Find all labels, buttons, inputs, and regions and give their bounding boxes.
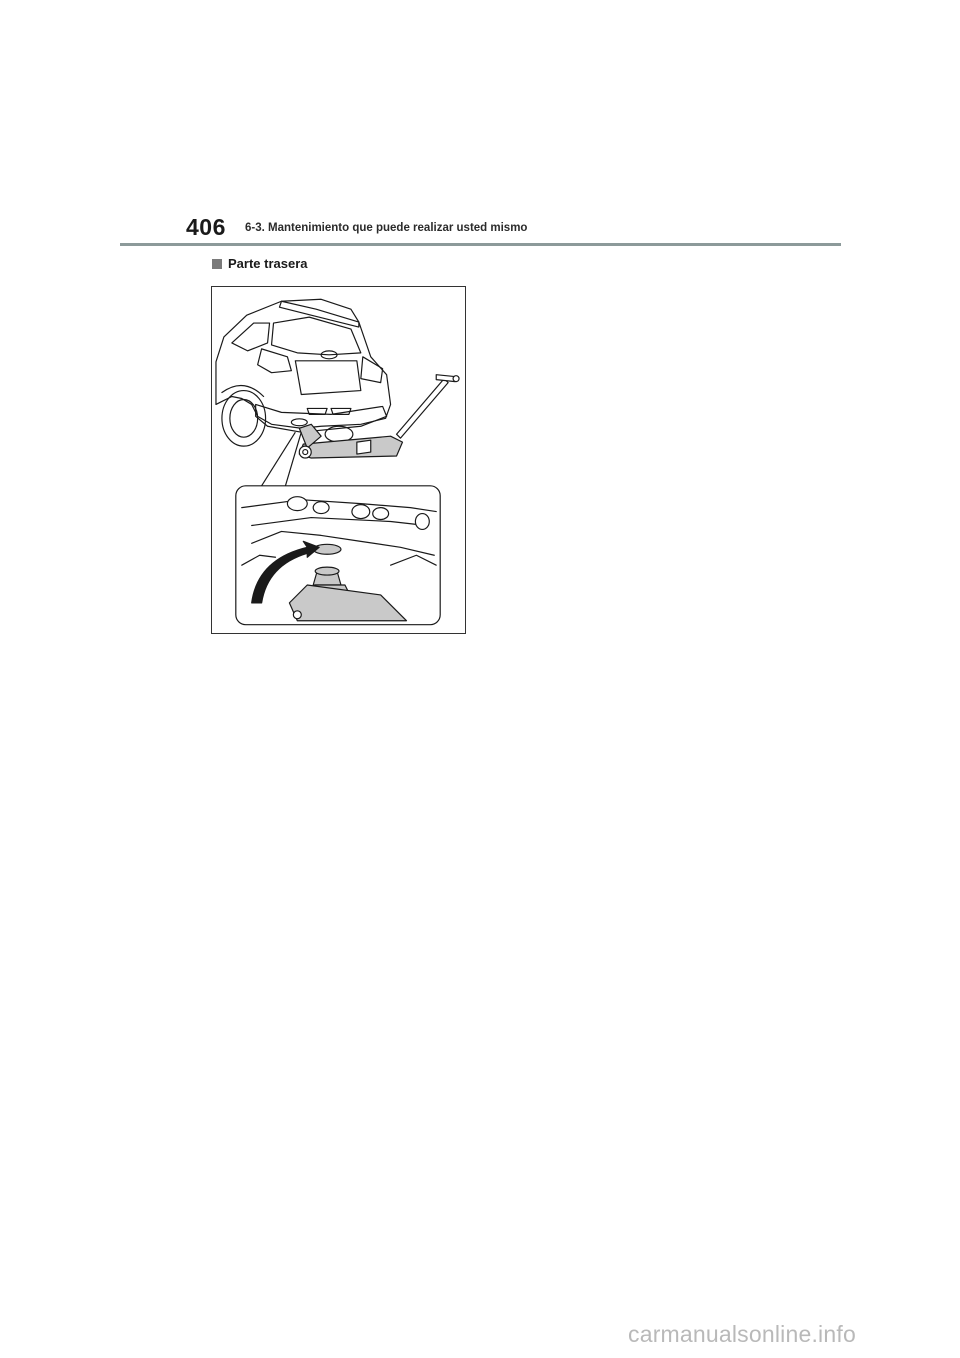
page-number: 406 bbox=[186, 214, 226, 240]
car-tail-light-right bbox=[361, 357, 383, 383]
car-rear-window bbox=[272, 317, 361, 355]
jack-handle bbox=[397, 379, 449, 439]
car-side-window bbox=[232, 323, 270, 351]
bullet-square-icon bbox=[212, 259, 222, 269]
callout-line-left bbox=[262, 432, 296, 486]
header-rule bbox=[120, 243, 841, 246]
car-tail-light-left bbox=[258, 349, 292, 373]
car-tailgate bbox=[295, 361, 360, 395]
subheading bbox=[212, 256, 308, 272]
callout-line-right bbox=[285, 432, 301, 486]
car-rear-wheel bbox=[222, 391, 266, 447]
car-spoiler bbox=[279, 301, 358, 327]
section-title: 6-3. Mantenimiento que puede realizar usted mismo bbox=[245, 222, 528, 234]
watermark: carmanualsonline.info bbox=[628, 1321, 856, 1347]
figure-frame bbox=[211, 286, 466, 634]
car-rear-jack-illustration bbox=[212, 287, 465, 633]
subheading-text: Parte trasera bbox=[228, 256, 308, 271]
